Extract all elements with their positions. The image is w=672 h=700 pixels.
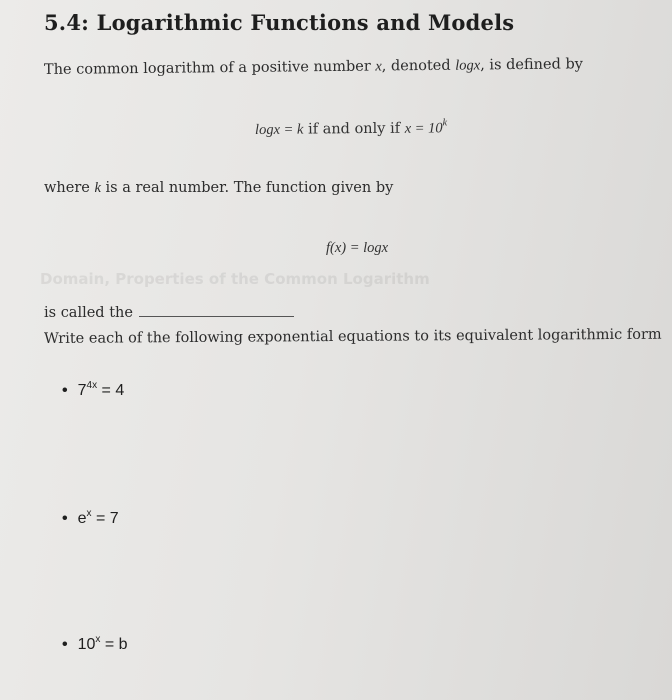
exercise-item: [62, 380, 124, 400]
page-title: 5.4: Logarithmic Functions and Models: [44, 10, 515, 35]
intro-var-x: x: [375, 58, 382, 75]
where-var-k: k: [94, 180, 101, 196]
intro-log-x: logx: [455, 57, 481, 74]
log-definition-equation: [255, 117, 447, 139]
called-text: is called the: [44, 305, 133, 321]
where-text-after: is a real number. The function given by: [100, 180, 394, 196]
exercise-rhs: = 4: [101, 382, 125, 399]
faded-bleedthrough-heading: Domain, Properties of the Common Logarithm: [40, 270, 430, 288]
intro-text-after: , is defined by: [480, 56, 583, 74]
bullet-icon: •: [62, 510, 68, 527]
definition-connector: if and only if: [303, 120, 405, 138]
bullet-icon: •: [62, 382, 68, 399]
exercise-exponent: x: [86, 508, 92, 519]
answer-blank[interactable]: [139, 304, 294, 317]
exercise-base: 10: [77, 636, 96, 653]
called-line: [44, 304, 294, 321]
definition-exponent: k: [442, 117, 448, 129]
exercise-exponent: x: [95, 634, 101, 645]
definition-lhs: logx = k: [254, 121, 304, 138]
where-paragraph: [44, 180, 393, 197]
function-definition: f(x) = logx: [326, 240, 389, 256]
intro-text-before: The common logarithm of a positive number: [43, 58, 376, 78]
exercise-item: [62, 634, 128, 654]
bullet-icon: •: [62, 636, 68, 653]
intro-text-middle: , denoted: [381, 57, 456, 75]
exercise-rhs: = b: [104, 636, 128, 653]
instruction-text: Write each of the following exponential equations to its equivalent logarithmic form: [43, 326, 662, 347]
exercise-exponent: 4x: [86, 380, 98, 391]
definition-rhs: x = 10: [404, 120, 443, 137]
intro-paragraph: [44, 56, 583, 79]
where-text-before: where: [44, 180, 95, 196]
exercise-item: [62, 508, 119, 528]
exercise-base: 7: [77, 382, 87, 399]
exercise-base: e: [77, 510, 87, 527]
exercise-rhs: = 7: [95, 510, 119, 527]
